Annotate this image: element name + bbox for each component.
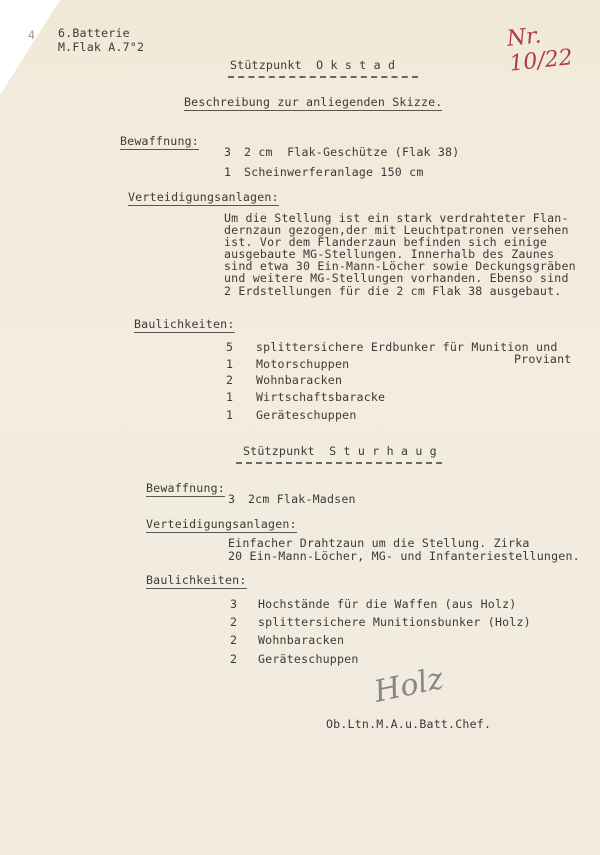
okstad-weapon-count: 3 (224, 145, 231, 159)
okstad-buildings-label: Baulichkeiten: (134, 317, 235, 331)
sturhaug-building-text: Wohnbaracken (258, 633, 345, 647)
sturhaug-title: Stützpunkt S t u r h a u g (243, 444, 437, 458)
okstad-title: Stützpunkt O k s t a d (230, 58, 396, 72)
okstad-defense-line: sind etwa 30 Ein-Mann-Löcher sowie Deckungsgräben (224, 259, 576, 273)
okstad-title-rule (228, 76, 418, 78)
okstad-building-count: 5 (226, 340, 233, 354)
sturhaug-building-count: 2 (230, 652, 237, 666)
sturhaug-weapon-count: 3 (228, 492, 235, 506)
okstad-building-count: 1 (226, 390, 233, 404)
sturhaug-weapons-label: Bewaffnung: (146, 481, 225, 495)
okstad-defense-line: dernzaun gezogen,der mit Leuchtpatronen versehen (224, 223, 569, 237)
sturhaug-defense-label: Verteidigungsanlagen: (146, 517, 297, 531)
okstad-subtitle: Beschreibung zur anliegenden Skizze. (184, 95, 443, 109)
okstad-building-count: 2 (226, 373, 233, 387)
okstad-building-text: Motorschuppen (256, 357, 350, 371)
sturhaug-building-count: 3 (230, 597, 237, 611)
okstad-building-continuation: Proviant (514, 352, 572, 366)
sturhaug-building-text: Hochstände für die Waffen (aus Holz) (258, 597, 517, 611)
sturhaug-defense-line: Einfacher Drahtzaun um die Stellung. Zirka (228, 536, 530, 550)
sturhaug-building-count: 2 (230, 615, 237, 629)
battery-line-1: 6.Batterie (58, 26, 130, 40)
okstad-building-text: Geräteschuppen (256, 408, 357, 422)
okstad-weapon-count: 1 (224, 165, 231, 179)
folded-corner (0, 0, 60, 95)
sturhaug-building-text: Geräteschuppen (258, 652, 359, 666)
signature-title: Ob.Ltn.M.A.u.Batt.Chef. (326, 717, 492, 731)
okstad-defense-line: ist. Vor dem Flanderzaun befinden sich einige (224, 235, 548, 249)
okstad-defense-label: Verteidigungsanlagen: (128, 190, 279, 204)
sturhaug-title-rule (236, 462, 442, 464)
sturhaug-weapon-text: 2cm Flak-Madsen (248, 492, 356, 506)
okstad-weapon-text: 2 cm Flak-Geschütze (Flak 38) (244, 145, 460, 159)
okstad-building-count: 1 (226, 357, 233, 371)
handwritten-signature: Holz (371, 661, 447, 710)
okstad-weapon-text: Scheinwerferanlage 150 cm (244, 165, 424, 179)
okstad-weapons-label: Bewaffnung: (120, 134, 199, 148)
okstad-building-text: splittersichere Erdbunker für Munition und (256, 340, 558, 354)
sturhaug-buildings-label: Baulichkeiten: (146, 573, 247, 587)
okstad-defense-line: Um die Stellung ist ein stark verdrahteter Flan- (224, 211, 569, 225)
okstad-defense-line: und weitere MG-Stellungen vorhanden. Ebenso sind (224, 271, 569, 285)
okstad-defense-line: 2 Erdstellungen für die 2 cm Flak 38 ausgebaut. (224, 284, 562, 298)
margin-mark: 4 (28, 28, 36, 42)
sturhaug-defense-line: 20 Ein-Mann-Löcher, MG- und Infanteriestellungen. (228, 549, 580, 563)
sturhaug-building-count: 2 (230, 633, 237, 647)
battery-line-2: M.Flak A.7°2 (58, 40, 145, 54)
archive-note: Nr. 10/22 (505, 23, 574, 77)
okstad-building-text: Wirtschaftsbaracke (256, 390, 386, 404)
okstad-defense-line: ausgebaute MG-Stellungen. Innerhalb des Zaunes (224, 247, 555, 261)
okstad-building-count: 1 (226, 408, 233, 422)
sturhaug-building-text: splittersichere Munitionsbunker (Holz) (258, 615, 531, 629)
okstad-building-text: Wohnbaracken (256, 373, 343, 387)
